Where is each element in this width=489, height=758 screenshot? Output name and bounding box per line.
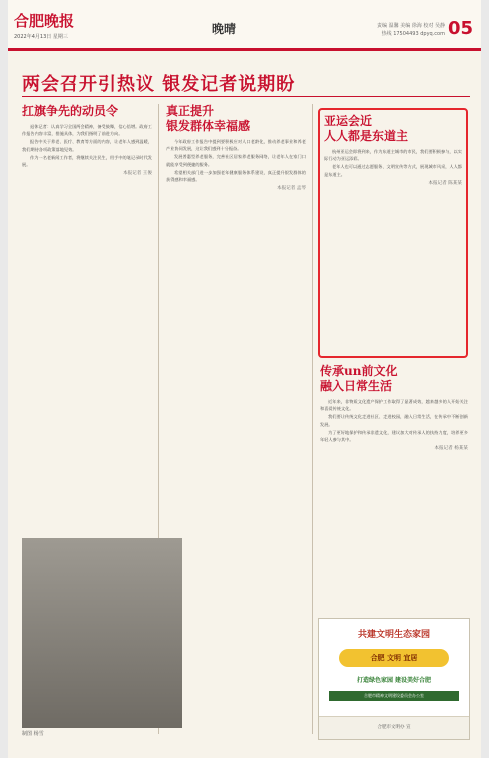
masthead-logo: 合肥晚报 — [14, 12, 75, 30]
article-4-byline: 本报记者 杨某某 — [434, 446, 468, 452]
page-header — [8, 0, 481, 51]
ad-footer: 合肥市文明办 宣 — [319, 716, 469, 739]
editor-info — [295, 22, 445, 38]
article-4-body — [320, 398, 468, 443]
ad-slogan: 打造绿色家园 建设美好合肥 — [356, 677, 432, 684]
article-2 — [166, 104, 306, 724]
article-4-subtitle: 融入日常生活 — [320, 379, 393, 393]
article-3-title: 亚运会近 — [324, 114, 373, 128]
article-1-title: 扛旗争先的动员令 — [22, 104, 119, 118]
highlighted-article — [318, 108, 468, 358]
article-paragraph: 杭州亚运会即将到来，作为东道主城市的市民，我们要积极参与，以实际行动为亚运添彩。 — [324, 149, 462, 162]
ad-badge: 合肥 文明 宜居 — [339, 649, 449, 667]
issue-date: 2022年4月13日 星期三 — [14, 34, 68, 40]
article-1-byline: 本报记者 王俊 — [122, 171, 152, 177]
article-paragraph: 报告中关于养老、医疗、教育等方面的内容，让老年人感到温暖，我们期待各项政策落地见效。 — [22, 139, 152, 152]
headline-rule — [22, 96, 470, 97]
section-name: 晚晴 — [212, 22, 237, 36]
page-headline: 两会召开引热议 银发记者说期盼 — [22, 74, 296, 95]
article-paragraph: 今年政府工作报告中提到要积极应对人口老龄化，推动养老事业和养老产业协同发展，这让我们感到十分振奋。 — [166, 139, 306, 152]
article-4-title: 传承un前文化 — [320, 364, 398, 378]
article-paragraph: 退休记者：认真学习全国两会精神，备受鼓舞，信心倍增。政府工作报告内容丰富，措施具体，为我们指明了前进方向。 — [22, 124, 152, 137]
article-paragraph: 作为一名老新闻工作者，将继续关注民生，用手中的笔记录时代发展。 — [22, 154, 152, 168]
page-number: 05 — [447, 18, 473, 39]
article-paragraph: 老年人也可以通过志愿服务、文明宣传等方式，展现城市风采，人人都是东道主。 — [324, 164, 462, 177]
article-2-byline: 本报记者 孟琴 — [276, 186, 306, 192]
article-4 — [320, 364, 468, 612]
article-paragraph: 为了更好地保护和传承非遗文化，建议加大对传承人的扶持力度，培养更多年轻人参与其中。 — [320, 429, 468, 443]
article-paragraph: 发展普惠型养老服务，完善社区居家养老服务网络，让老年人在家门口就能享受到便捷的服务。 — [166, 154, 306, 167]
ad-title: 共建文明生态家园 — [357, 630, 430, 640]
news-photo — [22, 538, 182, 728]
article-2-subtitle: 银发群体幸福感 — [166, 119, 251, 133]
article-3-byline: 本报记者 陈某某 — [428, 180, 462, 186]
contact-line: 热线 17504493 dpyq.com — [381, 31, 445, 37]
public-service-ad — [318, 618, 470, 740]
ad-bar: 合肥市精神文明建设委员会办公室 — [329, 691, 459, 701]
article-paragraph: 我们要让传统文化走进社区、走进校园，融入日常生活，在传承中不断创新发展。 — [320, 414, 468, 427]
article-1 — [22, 104, 152, 524]
article-paragraph: 希望相关部门进一步加强老年健康服务体系建设，真正提升银发群体的获得感和幸福感。 — [166, 169, 306, 183]
article-3-body — [324, 148, 462, 178]
article-2-title: 真正提升 — [166, 104, 215, 118]
article-3-subtitle: 人人都是东道主 — [324, 129, 409, 143]
column-divider — [312, 104, 313, 734]
editor-line: 责编 温馨 美编 徐海 校对 吴静 — [377, 23, 445, 29]
article-1-body — [22, 123, 152, 168]
newspaper-page — [8, 0, 481, 758]
article-2-body — [166, 138, 306, 183]
photo-caption: 制图 杨雪 — [22, 731, 44, 737]
article-paragraph: 近年来，非物质文化遗产保护工作取得了显著成效，越来越多的人开始关注和喜爱传统文化。 — [320, 399, 468, 412]
